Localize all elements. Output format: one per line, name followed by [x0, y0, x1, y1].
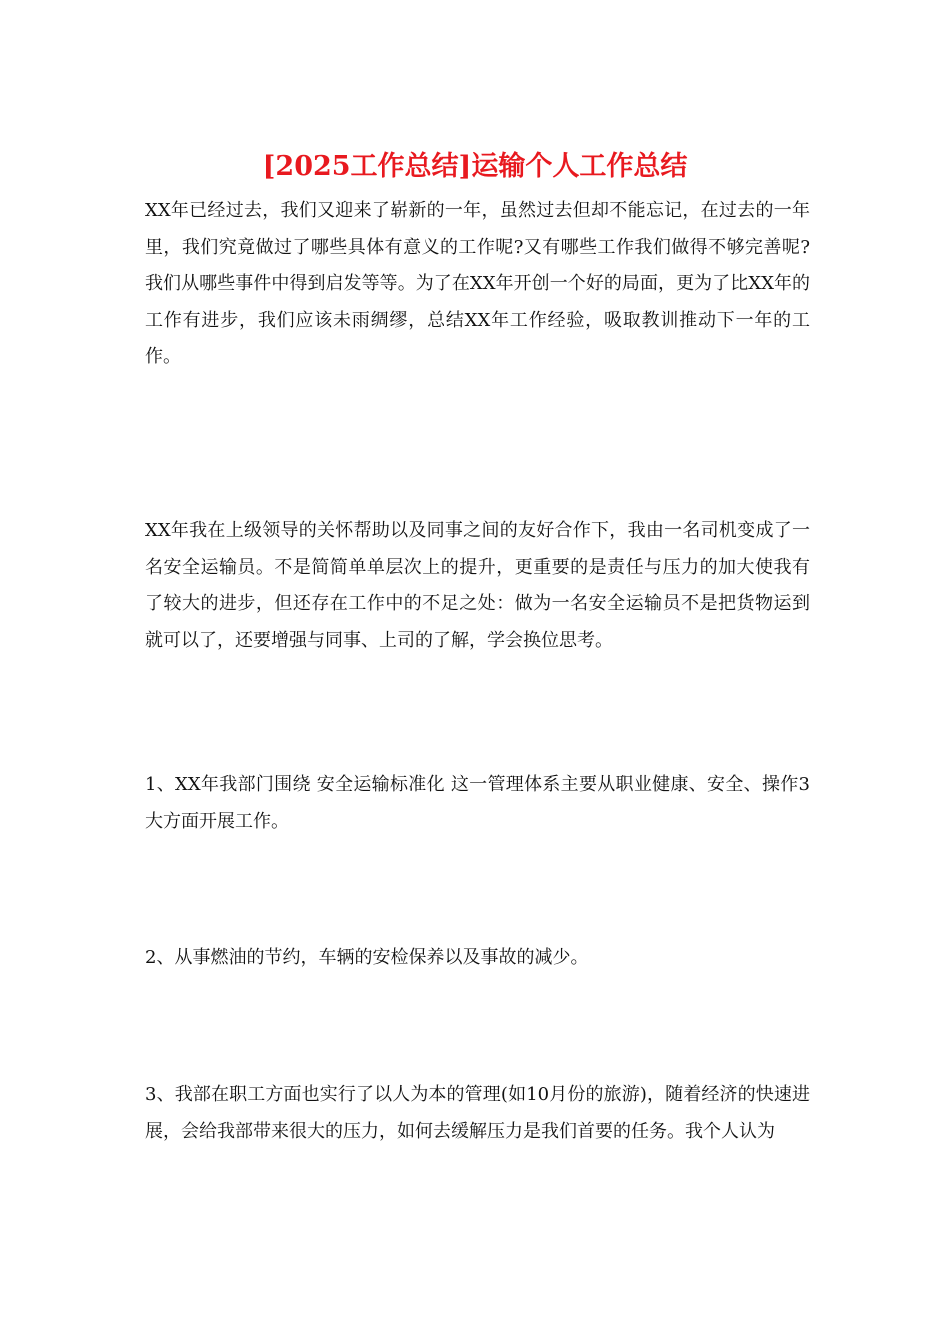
paragraph-item-3: 3、我部在职工方面也实行了以人为本的管理(如10月份的旅游)，随着经济的快速进展，会给我部带来很大的压力，如何去缓解压力是我们首要的任务。我个人认为	[145, 1084, 810, 1142]
document-title: [2025工作总结]运输个人工作总结	[262, 151, 688, 182]
paragraph-item-1: 1、XX年我部门围绕 安全运输标准化 这一管理体系主要从职业健康、安全、操作3大方面开展工作。	[145, 774, 810, 832]
paragraph-role-change: XX年我在上级领导的关怀帮助以及同事之间的友好合作下，我由一名司机变成了一名安全运输员。不是简简单单层次上的提升，更重要的是责任与压力的加大使我有了较大的进步，但还存在工作中的不足之处：做为一名安全运输员不是把货物运到就可以了，还要增强与同事、上司的了解，学会换位思考。	[145, 520, 810, 651]
paragraph-item-2: 2、从事燃油的节约，车辆的安检保养以及事故的减少。	[145, 947, 589, 968]
paragraph-intro: XX年已经过去，我们又迎来了崭新的一年，虽然过去但却不能忘记，在过去的一年里，我们究竟做过了哪些具体有意义的工作呢?又有哪些工作我们做得不够完善呢?我们从哪些事件中得到启发等等。为了在XX年开创一个好的局面，更为了比XX年的工作有进步，我们应该未雨绸缪，总结XX年工作经验，吸取教训推动下一年的工作。	[145, 200, 810, 367]
